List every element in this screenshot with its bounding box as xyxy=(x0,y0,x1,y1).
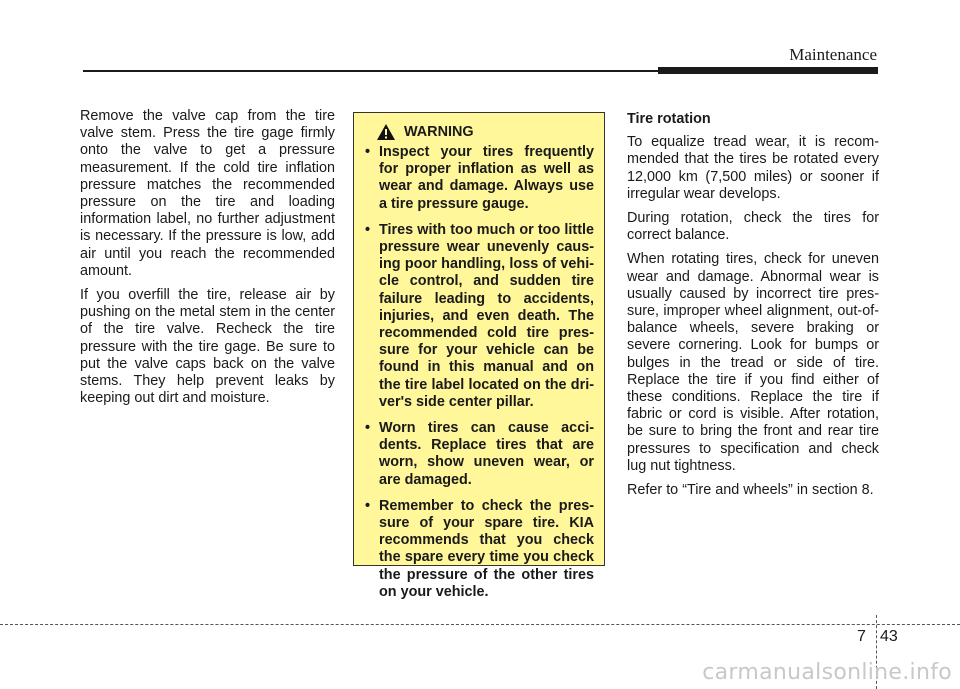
header-rule-thick xyxy=(658,67,878,74)
footer-rule xyxy=(0,624,960,625)
warning-header xyxy=(376,123,594,141)
right-paragraph-2: During rotation, check the tires for correct balance. xyxy=(627,210,879,244)
right-paragraph-4: Refer to “Tire and wheels” in section 8. xyxy=(627,482,874,499)
left-paragraph-1: Remove the valve cap from the tire valve stem. Press the tire gage firmly onto the valve to get a pressure measurement. If the cold tire inflation pressure matches the recommended pressure on the tire and loading information label, no further adjustment is necessary. If the pressure is low, add air until you reach the recommended amount. xyxy=(80,108,335,279)
warning-item: • Inspect your tires frequently for proper inflation as well as wear and damage. Always use a tire pressure gauge. xyxy=(364,144,594,213)
watermark[interactable]: carmanualsonline.info xyxy=(702,660,952,685)
left-column xyxy=(80,108,335,414)
right-paragraph-1: To equalize tread wear, it is recommended that the tires be rotated every 12,000 km (7,500 miles) or sooner if irregular wear develops. xyxy=(627,134,879,202)
warning-item: • Worn tires can cause accidents. Replace tires that are worn, show uneven wear, or are damaged. xyxy=(364,420,594,489)
right-paragraph-3: When rotating tires, check for uneven wear and damage. Abnormal wear is usually caused by incorrect tire pressure, improper wheel alignment, out-of-balance wheels, severe braking or severe cornering. Look for bumps or bulges in the tread or side of tire. Replace the tire if you find either of these conditions. Replace the tire if fabric or cord is visible. After rotation, be sure to bring the front and rear tire pressures to specification and check lug nut tightness. xyxy=(627,251,879,474)
left-paragraph-2: If you overfill the tire, release air by pushing on the metal stem in the center of the tire valve. Recheck the tire pressure with the tire gage. Be sure to put the valve caps back on the valve stems. They help prevent leaks by keeping out dirt and moisture. xyxy=(80,287,335,407)
header-rule xyxy=(83,70,658,72)
page-number: 43 xyxy=(880,628,898,645)
warning-triangle-icon xyxy=(376,123,396,141)
chapter-number: 7 xyxy=(857,628,866,645)
warning-box xyxy=(353,112,605,600)
warning-title: WARNING xyxy=(404,124,474,140)
tire-rotation-heading: Tire rotation xyxy=(627,111,711,127)
warning-list xyxy=(364,144,594,601)
right-column xyxy=(627,111,879,506)
warning-item: • Remember to check the pressure of your spare tire. KIA recommends that you check the spare every time you check the pressure of the other tires on your vehicle. xyxy=(364,498,594,601)
section-title: Maintenance xyxy=(789,45,877,64)
warning-item: • Tires with too much or too little pressure wear unevenly causing poor handling, loss of vehicle control, and sudden tire failure leading to accidents, injuries, and even death. The recommended cold tire pressure for your vehicle can be found in this manual and on the tire label located on the driver's side center pillar. xyxy=(364,222,594,411)
